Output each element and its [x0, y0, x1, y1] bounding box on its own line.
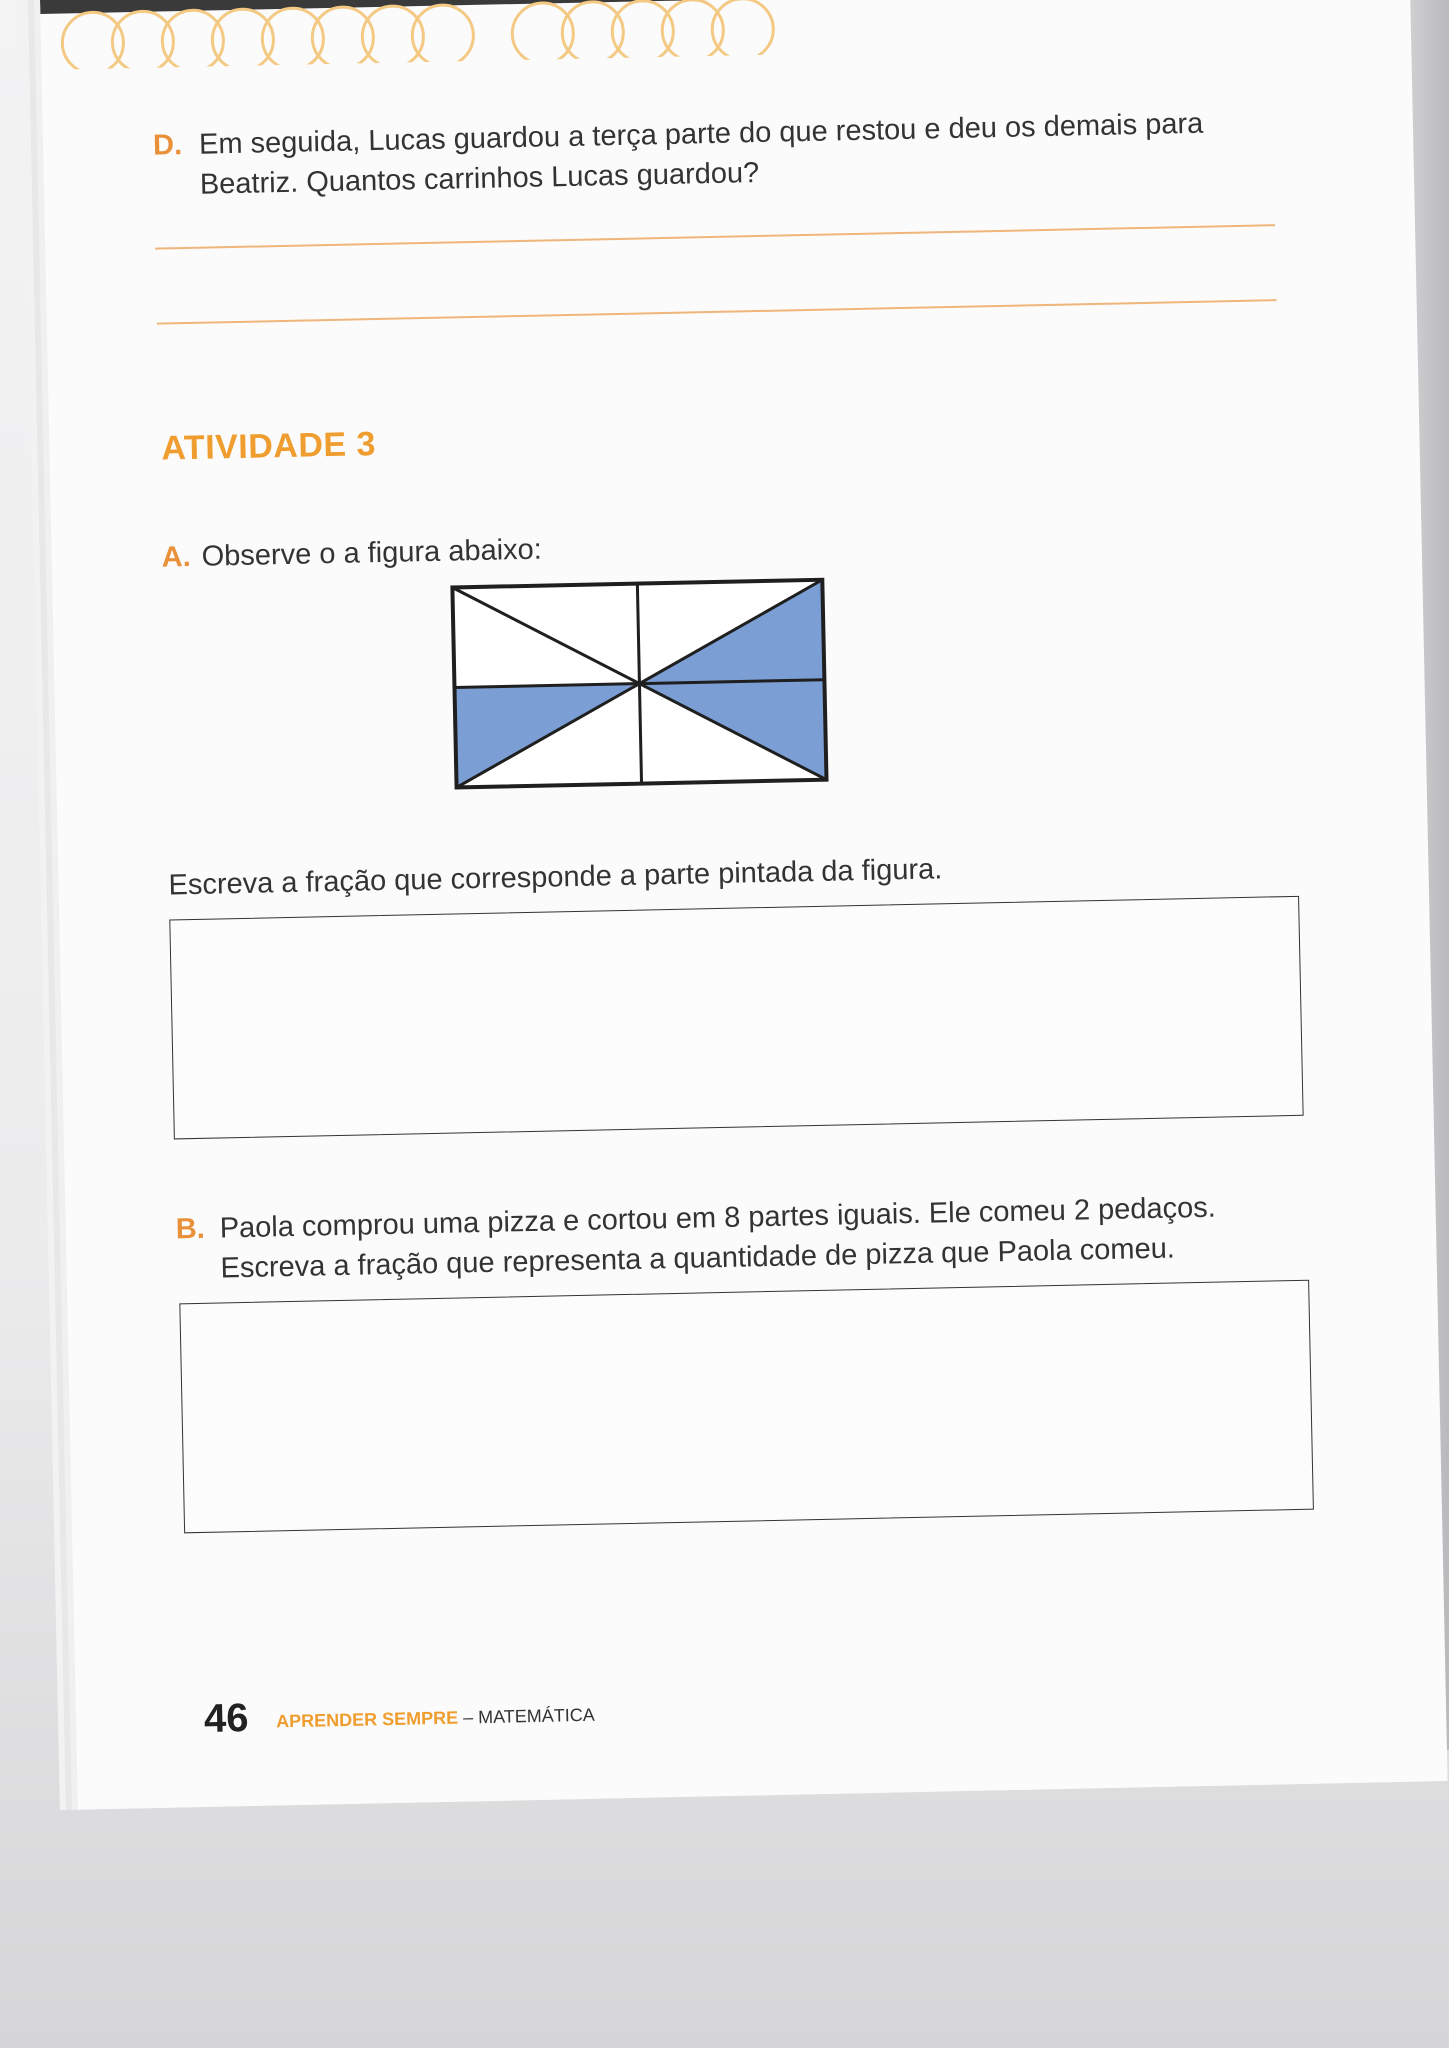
question-b-line1: Paola comprou uma pizza e cortou em 8 partes iguais. Ele comeu 2 pedaços.: [219, 1191, 1217, 1245]
answer-box-b[interactable]: [179, 1280, 1314, 1534]
question-a: [161, 530, 542, 578]
question-a-text: Observe o a figura abaixo:: [201, 533, 543, 573]
footer-subject: – MATEMÁTICA: [457, 1704, 595, 1728]
question-d-line1: Em seguida, Lucas guardou a terça parte do que restou e deu os demais para: [198, 107, 1204, 161]
question-d-line2: Beatriz. Quantos carrinhos Lucas guardou?: [199, 156, 760, 201]
activity-heading: ATIVIDADE 3: [161, 425, 377, 468]
question-a-instruction: Escreva a fração que corresponde a parte pintada da figura.: [168, 853, 943, 902]
answer-line-1[interactable]: [155, 224, 1275, 249]
question-d-letter: D.: [152, 129, 183, 162]
footer-brand-name: APRENDER SEMPRE: [275, 1707, 459, 1732]
question-a-letter: A.: [161, 540, 192, 574]
answer-line-2[interactable]: [157, 299, 1277, 324]
answer-box-a[interactable]: [169, 896, 1303, 1140]
fraction-figure: [446, 574, 832, 794]
question-b-line2: Escreva a fração que representa a quantidade de pizza que Paola comeu.: [220, 1232, 1176, 1285]
question-b-letter: B.: [175, 1212, 206, 1246]
footer-brand: [276, 1705, 595, 1733]
decorative-border: [40, 0, 1411, 70]
page-number: 46: [203, 1696, 249, 1741]
worksheet-page: [40, 0, 1448, 1810]
